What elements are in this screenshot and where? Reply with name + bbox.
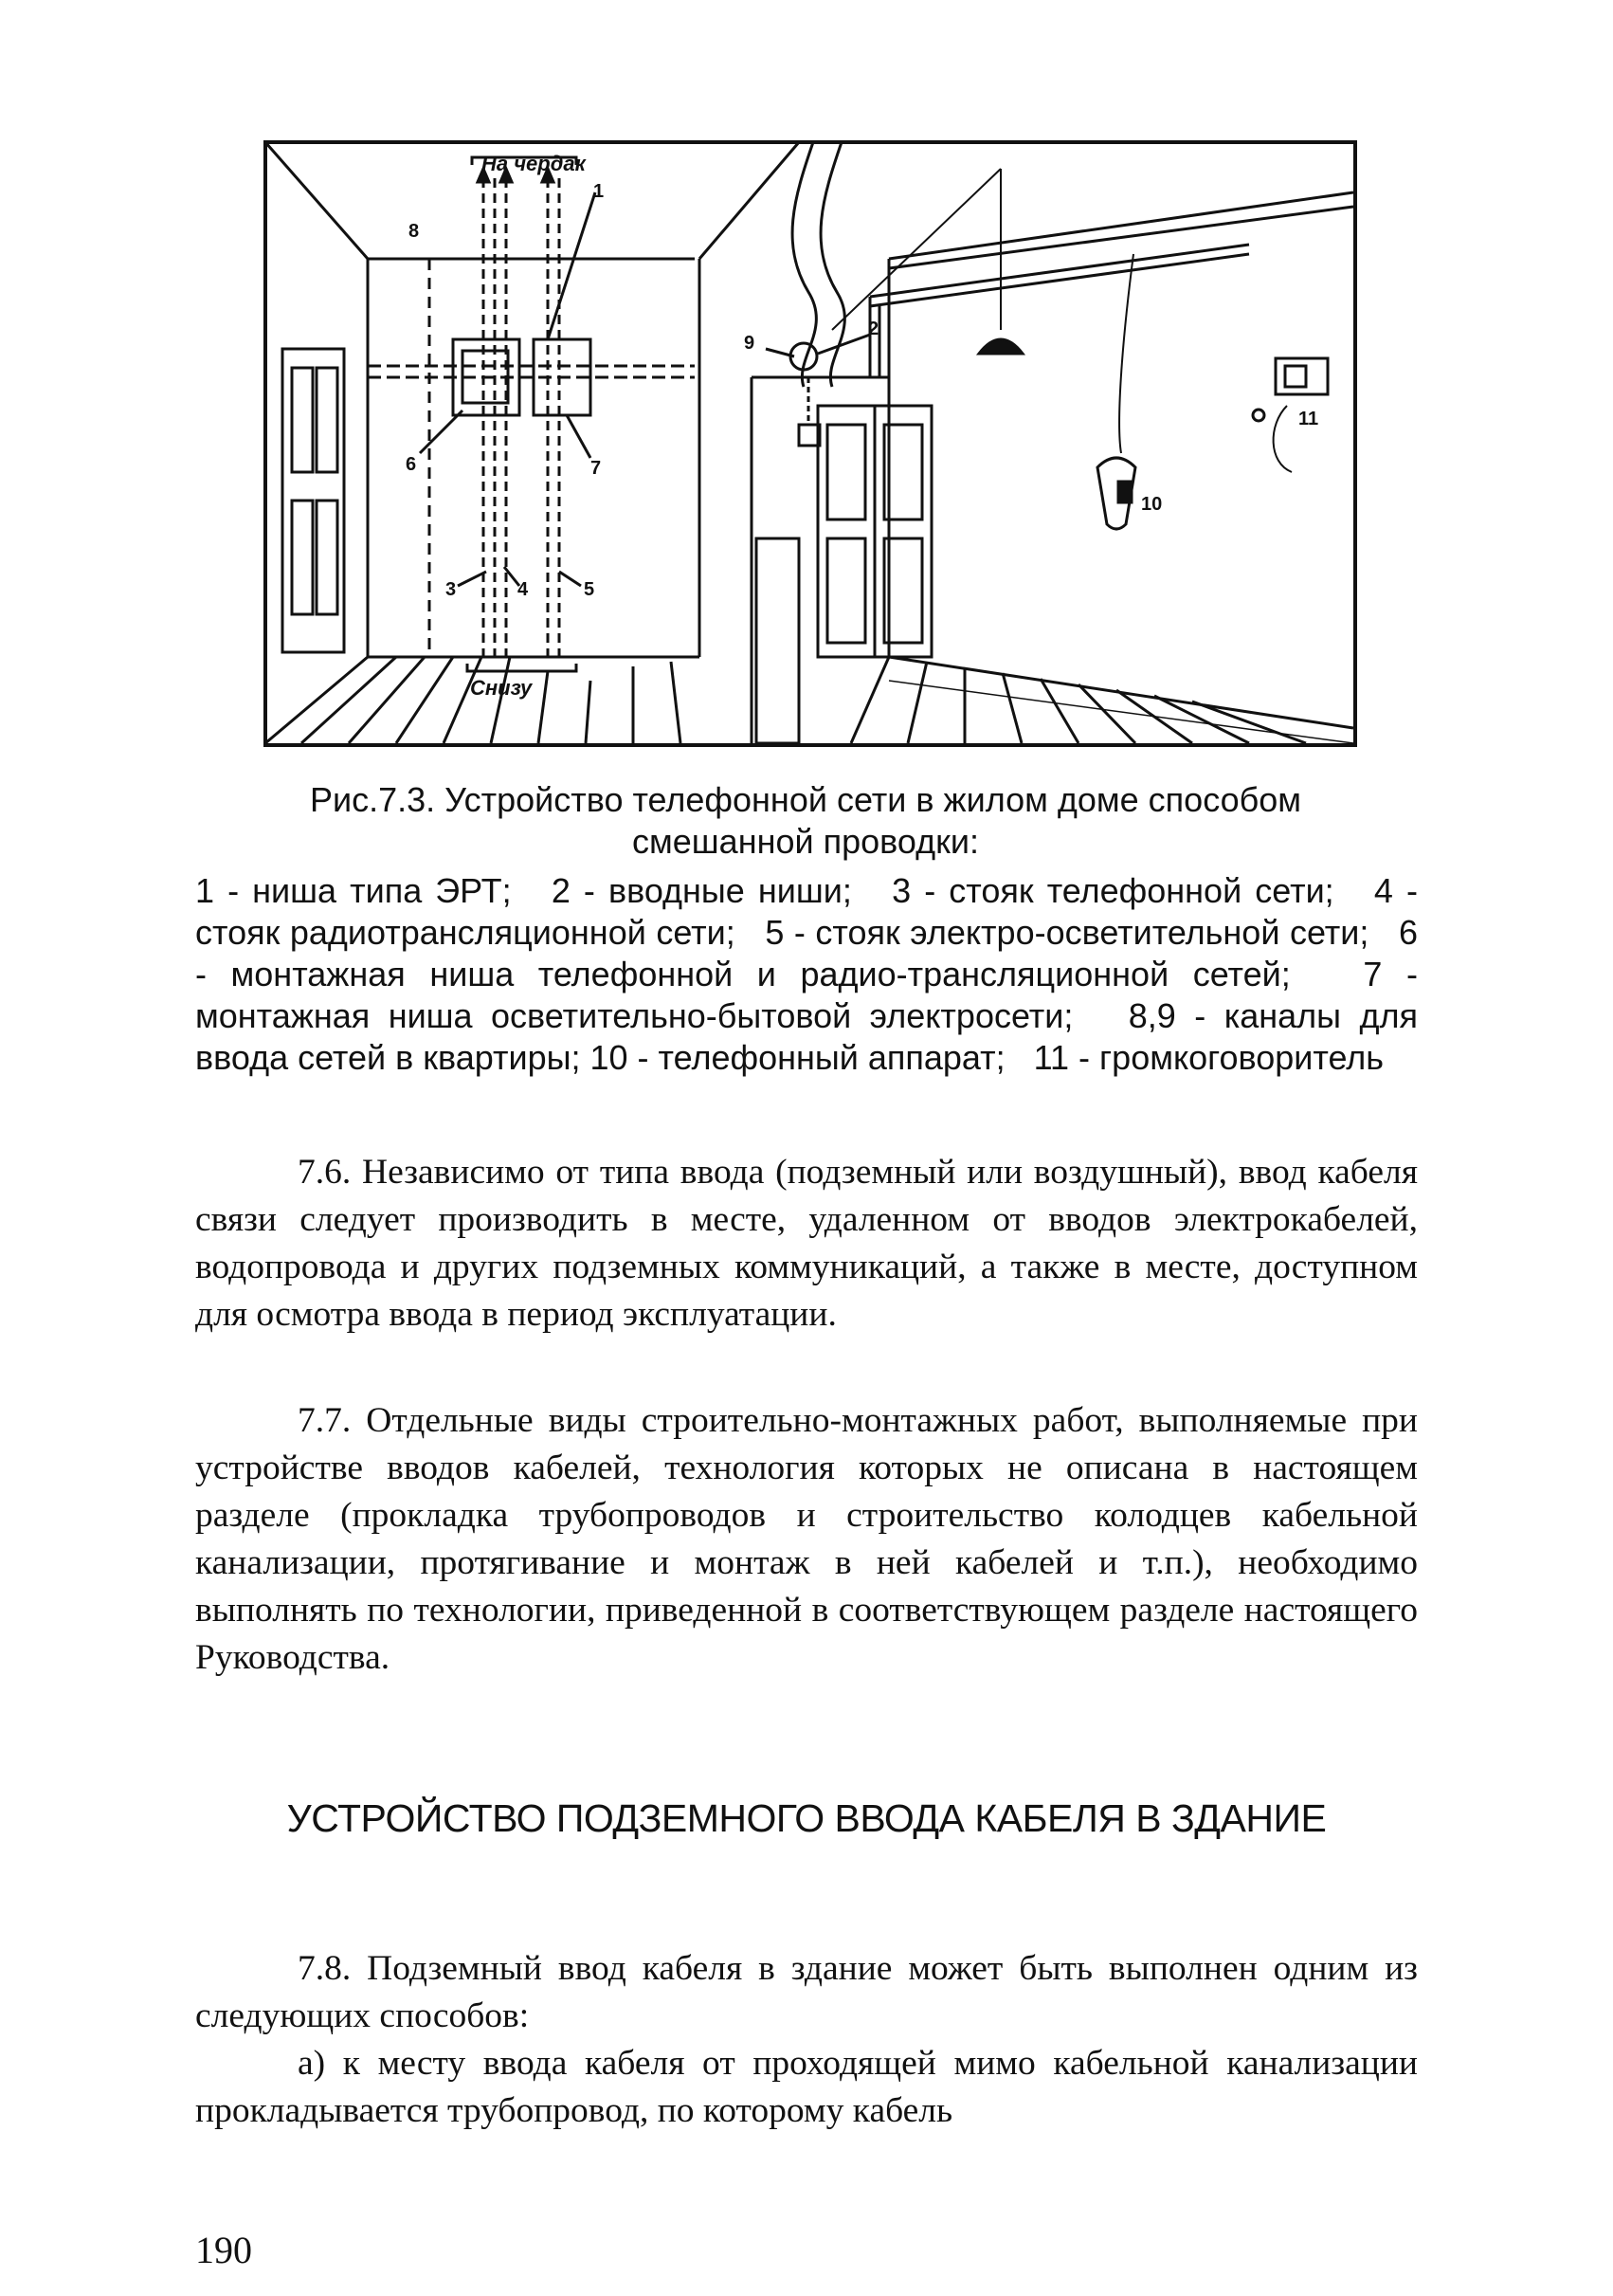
callout-5: 5 [584,579,595,600]
callout-3: 3 [445,579,457,600]
paragraph-7-6: 7.6. Независимо от типа ввода (подземный или воздушный), ввод кабеля связи следует производить в месте, удаленном от вводов электрокабелей, водопровода и других подземных коммуникаций, а также в месте, доступном для осмотра ввода в период эксплуатации. [195,1153,1418,1334]
room-wiring-illustration [263,140,1358,747]
caption-line-2: смешанной проводки: [632,822,979,861]
callout-9: 9 [744,333,755,354]
legend-item-8: 8,9 - каналы для ввода сетей в квартиры; [195,996,1419,1077]
callout-10: 10 [1141,494,1163,515]
callout-11: 11 [1298,409,1319,429]
section-heading: УСТРОЙСТВО ПОДЗЕМНОГО ВВОДА КАБЕЛЯ В ЗДАНИЕ [286,1796,1327,1840]
page-number: 190 [195,2229,252,2271]
legend-item-10: 11 - громкоговоритель [1033,1038,1385,1077]
figure-telephone-network-diagram [263,140,1358,747]
figure-label-attic: На чердак [481,152,586,175]
figure-label-below: Снизу [470,676,533,700]
legend-item-6: 6 - монтажная ниша телефонной и радио-трансляционной сетей; [195,913,1418,993]
callout-6: 6 [406,454,417,475]
paragraph-7-8: 7.8. Подземный ввод кабеля в здание может быть выполнен одним из следующих способов: [195,1949,1418,2035]
figure-legend [195,870,1418,1079]
legend-item-9: 10 - телефонный аппарат; [589,1038,1006,1077]
legend-item-3: 3 - стояк телефонной сети; [892,871,1334,910]
caption-line-1: Рис.7.3. Устройство телефонной сети в жилом доме способом [309,780,1302,819]
legend-item-2: 2 - вводные ниши; [551,871,852,910]
paragraph-7-8-a: а) к месту ввода кабеля от проходящей мимо кабельной канализации прокладывается трубопровод, по которому кабель [195,2044,1418,2130]
paragraph-7-7: 7.7. Отдельные виды строительно-монтажных работ, выполняемые при устройстве вводов кабелей, технология которых не описана в настоящем разделе (прокладка трубопроводов и строительство колодцев кабельной канализации, протягивание и монтаж в ней кабелей и т.п.), необходимо выполнять по технологии, приведенной в соответствующем разделе настоящего Руководства. [195,1401,1418,1677]
callout-8: 8 [408,221,420,242]
legend-item-5: 5 - стояк электро-осветительной сети; [765,913,1369,952]
callout-4: 4 [517,579,529,600]
figure-caption [208,779,1403,863]
callout-7: 7 [590,458,602,479]
legend-item-4: 4 - стояк радиотрансляционной сети; [195,871,1419,952]
callout-1: 1 [593,181,605,202]
callout-2: 2 [868,319,879,339]
legend-item-7: 7 - монтажная ниша осветительно-бытовой электросети; [195,955,1418,1035]
legend-item-1: 1 - ниша типа ЭРТ; [195,871,512,910]
